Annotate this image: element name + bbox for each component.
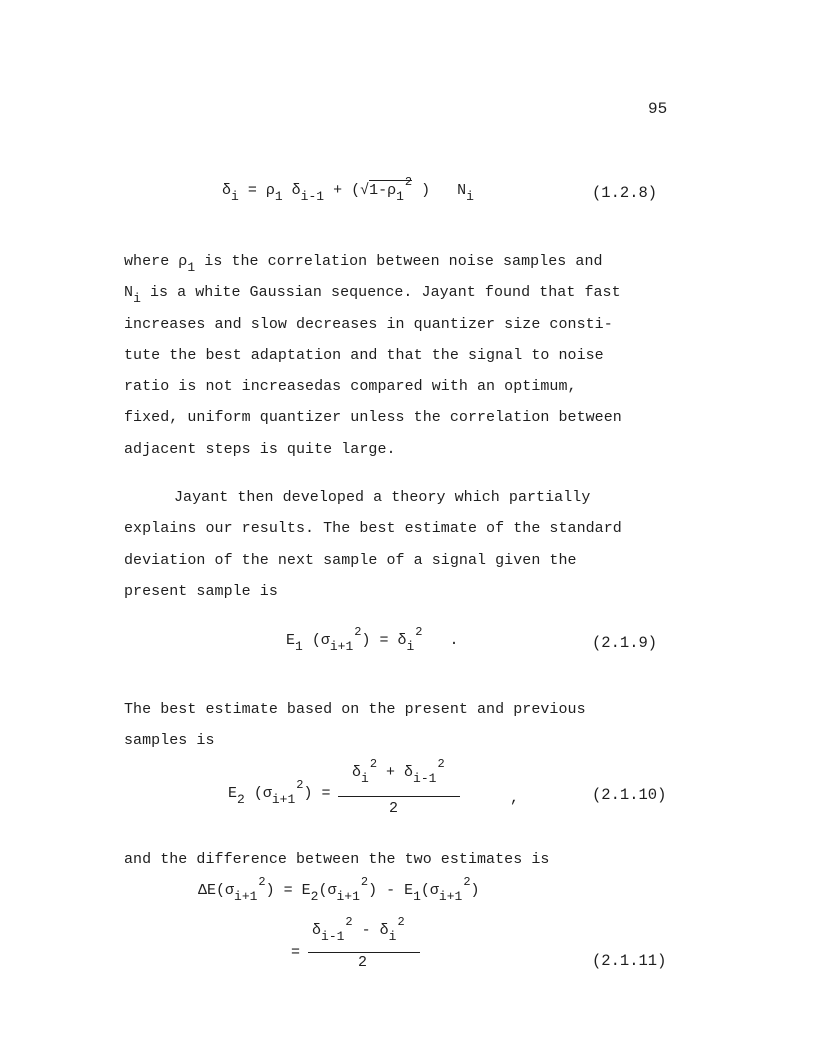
fraction-bar-2-1-10 (338, 796, 460, 797)
equation-number-2-1-11: (2.1.11) (592, 952, 667, 970)
p1-line-1a: where ρ (124, 253, 188, 270)
equation-number-2-1-10: (2.1.10) (592, 786, 667, 804)
p2-line-2: explains our results. The best estimate of the standard (124, 520, 622, 538)
p2-line-1: Jayant then developed a theory which partially (174, 489, 591, 506)
equation-2-1-11-equals: = (291, 944, 301, 961)
p1-line-1b: is the correlation between noise samples and (204, 253, 603, 270)
fraction-bar-2-1-11 (308, 952, 420, 953)
paragraph-2 (124, 482, 622, 607)
p1-line-2a: N (124, 284, 134, 302)
equation-2-1-10-numerator: $\delta i^2 + \delta i-1^2$ (352, 757, 445, 786)
paragraph-4 (124, 844, 549, 875)
equation-2-1-10-lhs: E2 $(\sigma i+1^2)$ = (228, 778, 331, 807)
p1-line-7: adjacent steps is quite large. (124, 440, 396, 458)
p3-line-1: The best estimate based on the present and previous (124, 701, 586, 718)
paragraph-1: where ρ1 is the correlation between noise samples and Ni is a white Gaussian sequence. Jayant found that fast increases and slow decreases in quantizer size consti- tute the best adaptation and that the signal to noise ratio is not increasedas compared with an optimum, fixed, uniform quantizer unless the correlation between adjacent steps is quite large. (124, 246, 622, 465)
equation-2-1-10-comma: , (510, 790, 520, 807)
equation-2-1-10-denominator: 2 (389, 800, 399, 817)
equation-2-1-11-line-1: $\Delta E(\sigma i+1^2) = E2(\sigma i+1^2) - E1(\sigma i+1^2)$ (198, 875, 480, 904)
p2-line-4: present sample is (124, 582, 278, 600)
p1-line-2b: is a white Gaussian sequence. Jayant found that fast (149, 284, 621, 302)
equation-number-2-1-9: (2.1.9) (592, 634, 658, 652)
paragraph-3 (124, 694, 586, 757)
p4-line-1: and the difference between the two estimates is (124, 851, 550, 868)
p1-line-6: fixed, uniform quantizer unless the correlation between (124, 409, 622, 427)
p3-line-2: samples is (124, 732, 215, 750)
equation-2-1-11-numerator: $\delta i-1^2 - \delta i^2$ (312, 915, 405, 944)
p1-line-4: tute the best adaptation and that the signal to noise (124, 346, 604, 364)
equation-2-1-9: E1 $(\sigma i+1^2) = \delta i^2$ . (286, 625, 459, 654)
p1-line-3: increases and slow decreases in quantizer size consti- (124, 315, 613, 333)
p2-line-3: deviation of the next sample of a signal given the (124, 551, 577, 569)
page-number: 95 (648, 100, 668, 118)
equation-2-1-11-denominator: 2 (358, 954, 368, 971)
p1-line-5: ratio is not increasedas compared with an optimum, (124, 378, 577, 396)
equation-1-2-8: δi = ρ1 $\delta i-1 + (√1-\rho 1^2$ ) Ni (222, 175, 474, 204)
equation-number-1-2-8: (1.2.8) (592, 184, 658, 202)
